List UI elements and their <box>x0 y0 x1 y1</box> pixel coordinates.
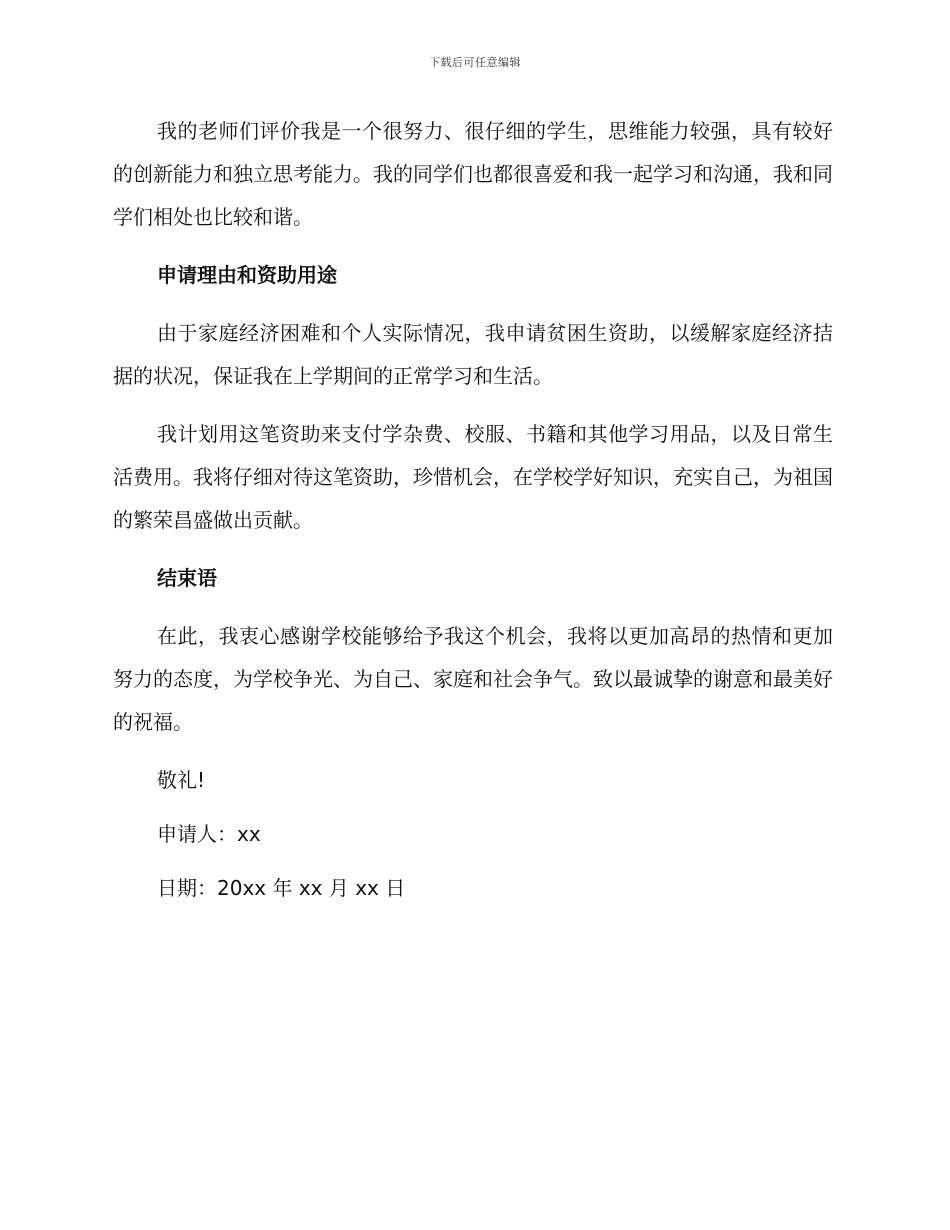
paragraph-reason: 由于家庭经济困难和个人实际情况，我申请贫困生资助，以缓解家庭经济拮据的状况，保证我在上学期间的正常学习和生活。 <box>113 321 833 388</box>
document-body <box>113 110 833 921</box>
applicant-line: 申请人：xx <box>157 822 261 846</box>
date-line: 日期：20xx 年 xx 月 xx 日 <box>157 876 406 900</box>
section-heading-reason: 申请理由和资助用途 <box>157 263 337 287</box>
salutation: 敬礼! <box>157 768 206 792</box>
paragraph-self-evaluation: 我的老师们评价我是一个很努力、很仔细的学生，思维能力较强，具有较好的创新能力和独立思考能力。我的同学们也都很喜爱和我一起学习和沟通，我和同学们相处也比较和谐。 <box>113 119 833 229</box>
paragraph-usage: 我计划用这笔资助来支付学杂费、校服、书籍和其他学习用品，以及日常生活费用。我将仔细对待这笔资助，珍惜机会，在学校学好知识，充实自己，为祖国的繁荣昌盛做出贡献。 <box>113 422 833 532</box>
paragraph-conclusion: 在此，我衷心感谢学校能够给予我这个机会，我将以更加高昂的热情和更加努力的态度，为学校争光、为自己、家庭和社会争气。致以最诚挚的谢意和最美好的祝福。 <box>113 624 833 734</box>
header-note: 下载后可任意编辑 <box>429 56 521 69</box>
section-heading-conclusion: 结束语 <box>157 566 217 590</box>
